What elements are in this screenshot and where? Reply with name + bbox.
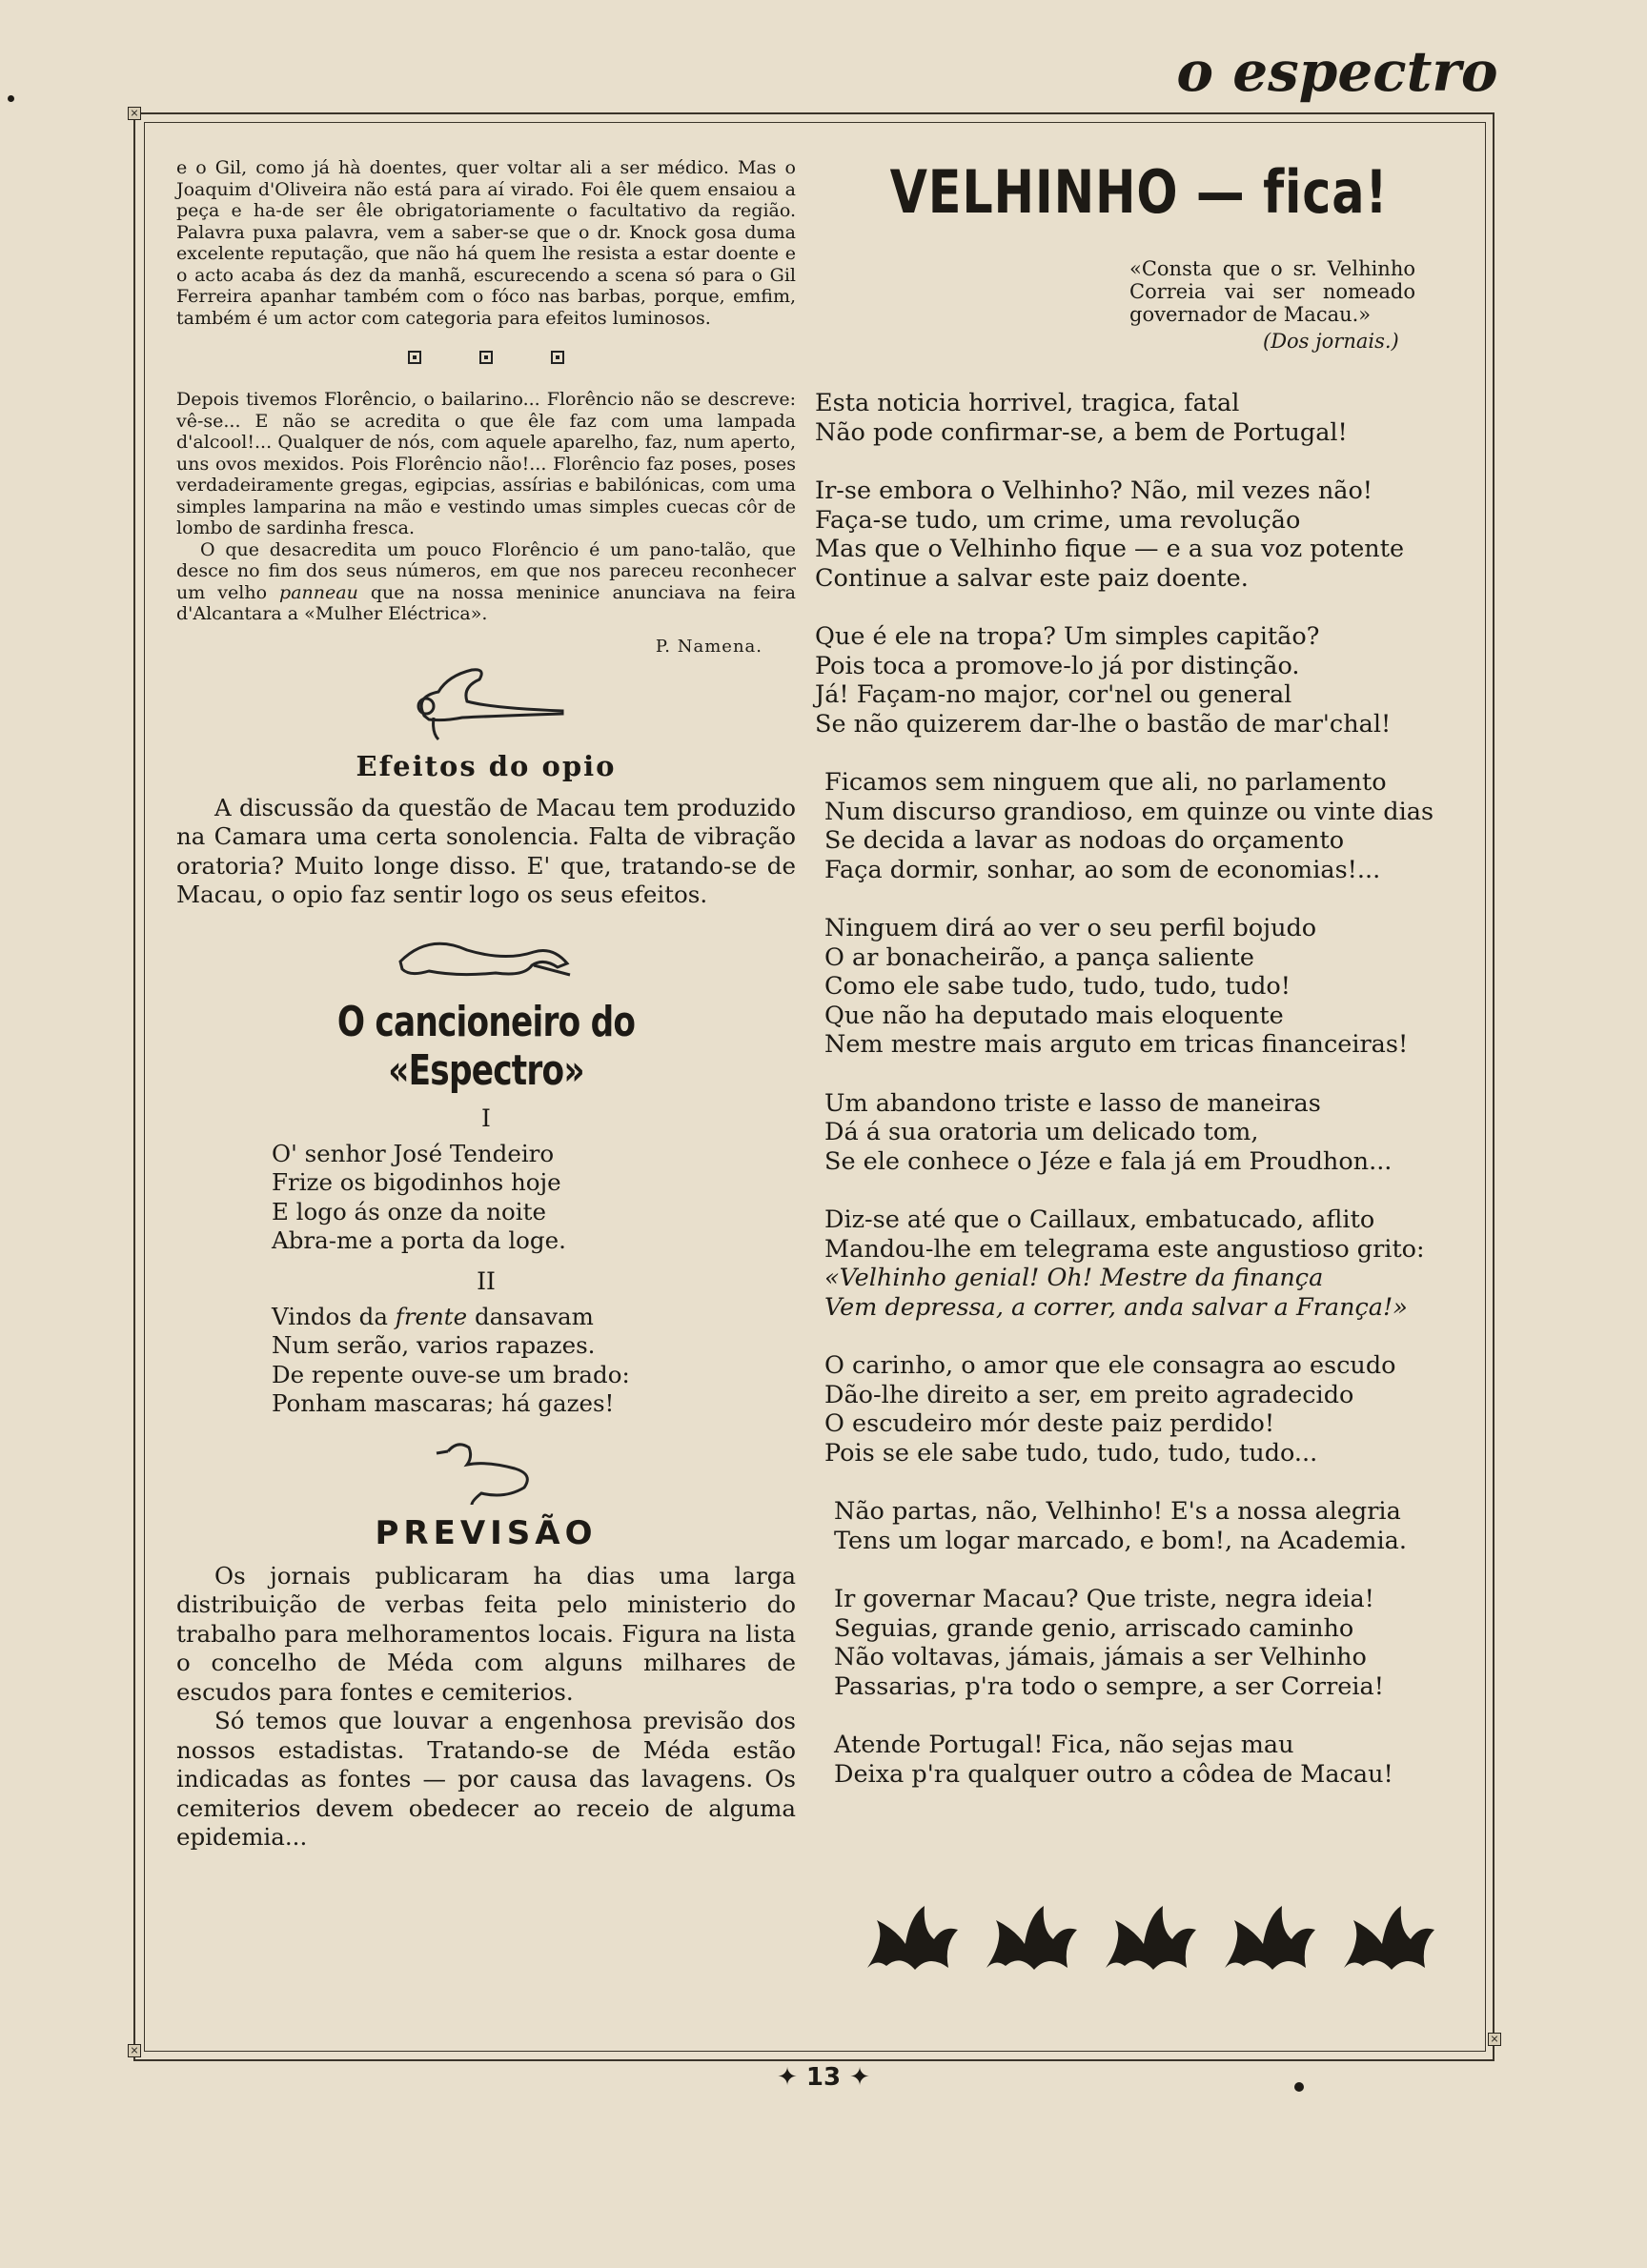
poem-line: Como ele sabe tudo, tudo, tudo, tudo! [824,972,1291,1001]
poem-line: O' senhor José Tendeiro [272,1139,555,1167]
frame-corner-ornament: × [128,2044,141,2057]
poem-line: Num serão, varios rapazes. [272,1331,596,1359]
poem-line: Ficamos sem ninguem que ali, no parlamento [824,768,1387,797]
poem-line: De repente ouve-se um brado: [272,1360,630,1388]
epigraph-source: (Dos jornais.) [1263,330,1399,353]
velhinho-poem [815,389,1463,1789]
poem-line: Nem mestre mais arguto em tricas financeiras! [824,1030,1409,1059]
opio-paragraph: A discussão da questão de Macau tem produzido na Camara uma certa sonolencia. Falta de vibração oratoria? Muito longe disso. E' que, tratando-se de Macau, o opio faz sentir logo os seus efeitos. [176,793,796,908]
stanza [815,1497,1463,1555]
masthead-title: o espectro [1176,39,1498,104]
poem-number: I [481,1104,491,1132]
cancioneiro-poem-2 [176,1303,796,1419]
poem-line: E logo ás onze da noite [272,1197,546,1225]
poem-line: O carinho, o amor que ele consagra ao escudo [824,1351,1396,1380]
poem-line: Frize os bigodinhos hoje [272,1168,561,1196]
poem-line: Continue a salvar este paiz doente. [815,563,1249,593]
square-ornament-icon [551,351,564,364]
poem-line: Já! Façam-no major, cor'nel ou general [815,680,1292,709]
masthead-logo [1176,29,1498,114]
previsao-title: PREVISÃO [375,1513,598,1552]
cancioneiro-poem-1 [176,1140,796,1256]
epigraph: «Consta que o sr. Velhinho Correia vai ser nomeado governador de Macau.» [1129,257,1415,326]
text-run: dansavam [467,1302,594,1330]
ink-spot [1294,2082,1304,2092]
poem-line: Faça dormir, sonhar, ao som de economias!... [824,855,1381,884]
poem-line: Num discurso grandioso, em quinze ou vinte dias [824,797,1434,826]
poem-line: Abra-me a porta da loge. [272,1226,566,1254]
poem-line: Dão-lhe direito a ser, em preito agradecido [824,1380,1354,1409]
poem-number: II [477,1266,496,1295]
reclining-figure-icon [396,658,577,744]
poem-line: Não pode confirmar-se, a bem de Portugal! [815,417,1348,447]
poem-line: Não voltavas, jámais, jámais a ser Velhinho [834,1643,1367,1671]
velhinho-title: VELHINHO — fica! [889,157,1389,227]
florencio-paragraph: Depois tivemos Florêncio, o bailarino... Florêncio não se descreve: vê-se... E não se acredita o que êle faz com uma lampada d'alcool!... Qualquer de nós, com aquele aparelho, faz, num aperto, uns ovos mexidos. Pois Florêncio não!... Florêncio faz poses, poses verdadeiramente gregas, egipcias, assírias e babilónicas, com uma simples lamparina na mão e vestindo umas simples cuecas côr de lombo de sardinha fresca. [176,389,796,538]
bat-icon [1344,1906,1434,1970]
stanza [815,1585,1463,1701]
stanza [815,914,1463,1060]
stanza [815,1731,1463,1789]
ink-spot [8,95,14,102]
frame-corner-ornament: × [1488,2033,1501,2046]
stanza [815,476,1463,593]
stanza [815,768,1463,884]
poem-line: Que não ha deputado mais eloquente [824,1001,1284,1030]
square-ornament-icon [479,351,493,364]
italic-term: panneau [279,581,358,603]
signature: P. Namena. [655,636,762,657]
poem-line: Ir-se embora o Velhinho? Não, mil vezes não! [815,476,1373,505]
bat-ornament-row [858,1892,1449,1982]
previsao-paragraph-2: Só temos que louvar a engenhosa previsão dos nossos estadistas. Tratando-se de Méda estão indicadas as fontes — por causa das lavagens. Os cemiterios devem obedecer ao receio de alguma epidemia... [176,1707,796,1851]
previsao-paragraph: Os jornais publicaram ha dias uma larga distribuição de verbas feita pelo ministerio do trabalho para melhoramentos locais. Figura na lista o concelho de Méda com alguns milhares de escudos para fontes e cemiterios. [176,1561,796,1706]
poem-line: Seguias, grande genio, arriscado caminho [834,1613,1354,1643]
bat-icon [1225,1906,1315,1970]
square-ornament-icon [408,351,421,364]
poem-line: Que é ele na tropa? Um simples capitão? [815,622,1320,651]
florencio-paragraph-2 [176,539,796,625]
poem-line: Ponham mascaras; há gazes! [272,1389,615,1417]
bat-icon [1106,1906,1196,1970]
section-divider-squares [176,350,796,368]
italic-term: frente [395,1302,468,1330]
right-column [815,157,1463,1818]
poem-line: Atende Portugal! Fica, não sejas mau [834,1731,1294,1759]
poem-line: Pois toca a promove-lo já por distinção. [815,651,1300,680]
poem-line: Tens um logar marcado, e bom!, na Academia. [834,1526,1407,1555]
poem-line: O ar bonacheirão, a pança saliente [824,942,1255,972]
stanza [815,1351,1463,1468]
poem-line: Ninguem dirá ao ver o seu perfil bojudo [824,914,1317,942]
opio-title: Efeitos do opio [356,749,617,782]
poem-line: Mandou-lhe em telegrama este angustioso grito: [824,1234,1425,1264]
bat-icon [867,1906,958,1970]
poem-line: Mas que o Velhinho fique — e a sua voz potente [815,535,1405,563]
left-column [176,157,796,1853]
goose-icon [429,1432,543,1509]
poem-line: Diz-se até que o Caillaux, embatucado, aflito [824,1205,1375,1234]
intro-paragraph: e o Gil, como já hà doentes, quer voltar ali a ser médico. Mas o Joaquim d'Oliveira não está para aí virado. Foi êle quem ensaiou a peça e ha-de ser êle obrigatoriamente o facultativo da região. Palavra puxa palavra, vem a saber-se que o dr. Knock gosa duma excelente reputação, que não há quem lhe resista a estar doente e o acto acaba ás dez da manhã, escurecendo a scena só para o Gil Ferreira apanhar também com o fóco nas barbas, porque, emfim, também é um actor com categoria para efeitos luminosos. [176,157,796,329]
frame-corner-ornament: × [128,107,141,120]
poem-line: Se ele conhece o Jéze e fala já em Proudhon... [824,1146,1393,1176]
text-run: que na nossa meninice anunciava na feira d'Alcantara a «Mulher Eléctrica». [176,581,796,624]
poem-line: Um abandono triste e lasso de maneiras [824,1088,1321,1118]
poem-line: Deixa p'ra qualquer outro a côdea de Macau! [834,1759,1393,1789]
poem-line: Se não quizerem dar-lhe o bastão de mar'chal! [815,709,1392,739]
leaping-animal-icon [391,923,581,990]
poem-line: Esta noticia horrivel, tragica, fatal [815,389,1240,417]
poem-line: Dá á sua oratoria um delicado tom, [824,1118,1259,1146]
poem-line: O escudeiro mór deste paiz perdido! [824,1409,1275,1438]
text-run: Vindos da [272,1302,396,1330]
stanza [815,389,1463,447]
poem-line: Não partas, não, Velhinho! E's a nossa alegria [834,1497,1401,1526]
page-number: ✦ 13 ✦ [777,2063,870,2092]
stanza [815,1089,1463,1177]
stanza [815,622,1463,739]
poem-line: Se decida a lavar as nodoas do orçamento [824,826,1345,855]
poem-line: «Velhinho genial! Oh! Mestre da finança [824,1264,1324,1292]
text-run: O que desacredita um pouco Florêncio é um pano-talão, que desce no fim dos seus números, em que nos pareceu reconhecer um velho [176,538,796,603]
poem-line: Passarias, p'ra todo o sempre, a ser Correia! [834,1671,1384,1701]
poem-line: Pois se ele sabe tudo, tudo, tudo, tudo... [824,1438,1318,1468]
poem-line: Faça-se tudo, um crime, uma revolução [815,505,1301,535]
cancioneiro-title: O cancioneiro do «Espectro» [336,997,636,1095]
poem-line [272,1303,796,1332]
poem-line: Ir governar Macau? Que triste, negra ideia! [834,1585,1374,1613]
bat-icon [986,1906,1077,1970]
poem-line: Vem depressa, a correr, anda salvar a França!» [824,1292,1408,1322]
stanza [815,1205,1463,1322]
